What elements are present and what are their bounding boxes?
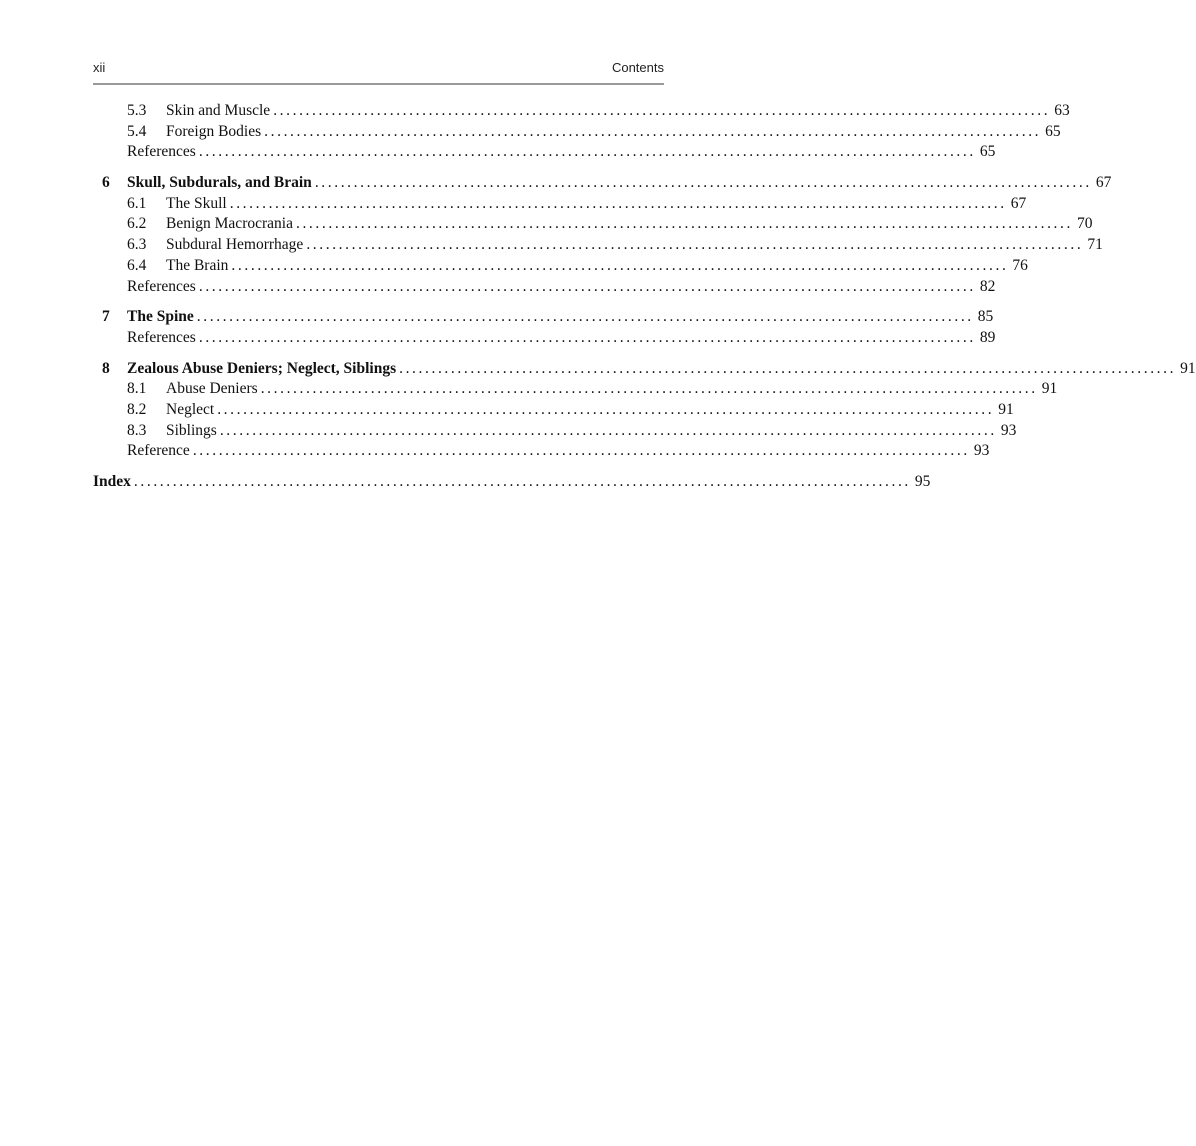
toc-chapter-7[interactable] xyxy=(93,307,994,328)
references-title: Reference xyxy=(127,441,193,462)
toc-entry-8-1[interactable] xyxy=(93,379,1058,400)
dot-leader: ........................................................................................................................ xyxy=(198,328,976,346)
toc-index[interactable] xyxy=(93,472,931,493)
toc-leader-line xyxy=(166,400,1014,421)
toc-entry-6-4[interactable] xyxy=(93,256,1028,277)
section-number: 8.3 xyxy=(127,421,147,439)
section-number: 5.3 xyxy=(127,102,147,119)
spacer xyxy=(93,349,664,359)
page-number: 89 xyxy=(976,328,996,349)
toc-leader-line xyxy=(127,359,1196,380)
spacer xyxy=(93,462,664,472)
toc-leader-line xyxy=(166,122,1061,143)
toc-leader-line xyxy=(166,101,1070,122)
toc-leader-line xyxy=(127,307,994,328)
dot-leader: ........................................................................................................................ xyxy=(192,442,970,460)
page-number: 63 xyxy=(1050,101,1070,122)
toc-entry-8-2[interactable] xyxy=(93,400,1014,421)
section-title: Siblings xyxy=(166,421,220,442)
chapter-number: 7 xyxy=(102,308,110,326)
toc-leader-line xyxy=(166,256,1028,277)
page-number: 65 xyxy=(976,142,996,163)
page-header xyxy=(93,60,664,80)
toc-leader-line xyxy=(166,379,1058,400)
dot-leader: ........................................................................................................................ xyxy=(273,102,1051,119)
page-number: 71 xyxy=(1083,235,1103,256)
section-title: Benign Macrocrania xyxy=(166,214,296,235)
toc-entry-8-3[interactable] xyxy=(93,421,1017,442)
toc-entry-6-3[interactable] xyxy=(93,235,1103,256)
section-number: 5.4 xyxy=(127,122,147,140)
index-title: Index xyxy=(93,472,134,493)
dot-leader: ........................................................................................................................ xyxy=(217,400,995,418)
toc-leader-line xyxy=(166,421,1017,442)
dot-leader: ........................................................................................................................ xyxy=(229,194,1007,212)
spacer xyxy=(93,163,664,173)
toc-entry-references-5[interactable] xyxy=(93,142,996,163)
toc-entry-reference-8[interactable] xyxy=(93,441,990,462)
toc-entry-6-1[interactable] xyxy=(93,194,1027,215)
page-number: 70 xyxy=(1073,214,1093,235)
toc-leader-line xyxy=(127,173,1112,194)
page-number: 93 xyxy=(970,441,990,462)
section-title: The Skull xyxy=(166,194,230,215)
dot-leader: ........................................................................................................................ xyxy=(260,380,1038,398)
toc-chapter-6[interactable] xyxy=(93,173,1112,194)
page-number: 91 xyxy=(1176,359,1196,380)
section-number: 6.3 xyxy=(127,236,147,254)
section-title: Neglect xyxy=(166,400,217,421)
table-of-contents xyxy=(93,101,1196,493)
dot-leader: ........................................................................................................................ xyxy=(219,421,997,439)
chapter-title: Zealous Abuse Deniers; Neglect, Siblings xyxy=(127,359,399,380)
references-title: References xyxy=(127,277,199,298)
page-number: 67 xyxy=(1007,194,1027,215)
section-title: Subdural Hemorrhage xyxy=(166,235,306,256)
references-title: References xyxy=(127,142,199,163)
page-number: 95 xyxy=(911,472,931,493)
dot-leader: ........................................................................................................................ xyxy=(133,473,911,490)
toc-leader-line xyxy=(127,142,996,163)
section-number: 6.4 xyxy=(127,256,147,274)
dot-leader: ........................................................................................................................ xyxy=(264,122,1042,140)
toc-leader-line xyxy=(127,277,996,298)
toc-entry-5-3[interactable] xyxy=(93,101,1070,122)
dot-leader: ........................................................................................................................ xyxy=(399,359,1177,377)
page-number: 91 xyxy=(994,400,1014,421)
toc-leader-line xyxy=(127,328,996,349)
page-number: 85 xyxy=(974,307,994,328)
chapter-title: The Spine xyxy=(127,307,197,328)
section-number: 8.2 xyxy=(127,400,147,418)
dot-leader: ........................................................................................................................ xyxy=(306,236,1084,254)
section-number: 6.2 xyxy=(127,215,147,233)
toc-leader-line xyxy=(166,194,1027,215)
toc-leader-line xyxy=(93,472,931,493)
page-folio: xii xyxy=(93,60,106,75)
spacer xyxy=(93,297,664,307)
page-number: 93 xyxy=(997,421,1017,442)
toc-chapter-8[interactable] xyxy=(93,359,1196,380)
header-rule xyxy=(93,83,664,85)
page-number: 91 xyxy=(1038,379,1058,400)
chapter-number: 8 xyxy=(102,359,110,377)
section-number: 8.1 xyxy=(127,380,147,398)
toc-leader-line xyxy=(127,441,990,462)
dot-leader: ........................................................................................................................ xyxy=(198,277,976,295)
page-number: 82 xyxy=(976,277,996,298)
toc-entry-references-7[interactable] xyxy=(93,328,996,349)
section-number: 6.1 xyxy=(127,194,147,212)
toc-entry-6-2[interactable] xyxy=(93,214,1093,235)
dot-leader: ........................................................................................................................ xyxy=(314,174,1092,192)
chapter-number: 6 xyxy=(102,174,110,192)
dot-leader: ........................................................................................................................ xyxy=(198,143,976,161)
toc-leader-line xyxy=(166,214,1093,235)
toc-entry-references-6[interactable] xyxy=(93,277,996,298)
dot-leader: ........................................................................................................................ xyxy=(196,308,974,326)
page-number: 76 xyxy=(1008,256,1028,277)
running-title: Contents xyxy=(611,60,664,75)
toc-leader-line xyxy=(166,235,1103,256)
section-title: The Brain xyxy=(166,256,231,277)
toc-entry-5-4[interactable] xyxy=(93,122,1061,143)
page-number: 65 xyxy=(1041,122,1061,143)
section-title: Abuse Deniers xyxy=(166,379,261,400)
dot-leader: ........................................................................................................................ xyxy=(295,215,1073,233)
dot-leader: ........................................................................................................................ xyxy=(231,256,1009,274)
chapter-title: Skull, Subdurals, and Brain xyxy=(127,173,315,194)
references-title: References xyxy=(127,328,199,349)
section-title: Foreign Bodies xyxy=(166,122,264,143)
page-number: 67 xyxy=(1092,173,1112,194)
section-title: Skin and Muscle xyxy=(166,101,273,122)
